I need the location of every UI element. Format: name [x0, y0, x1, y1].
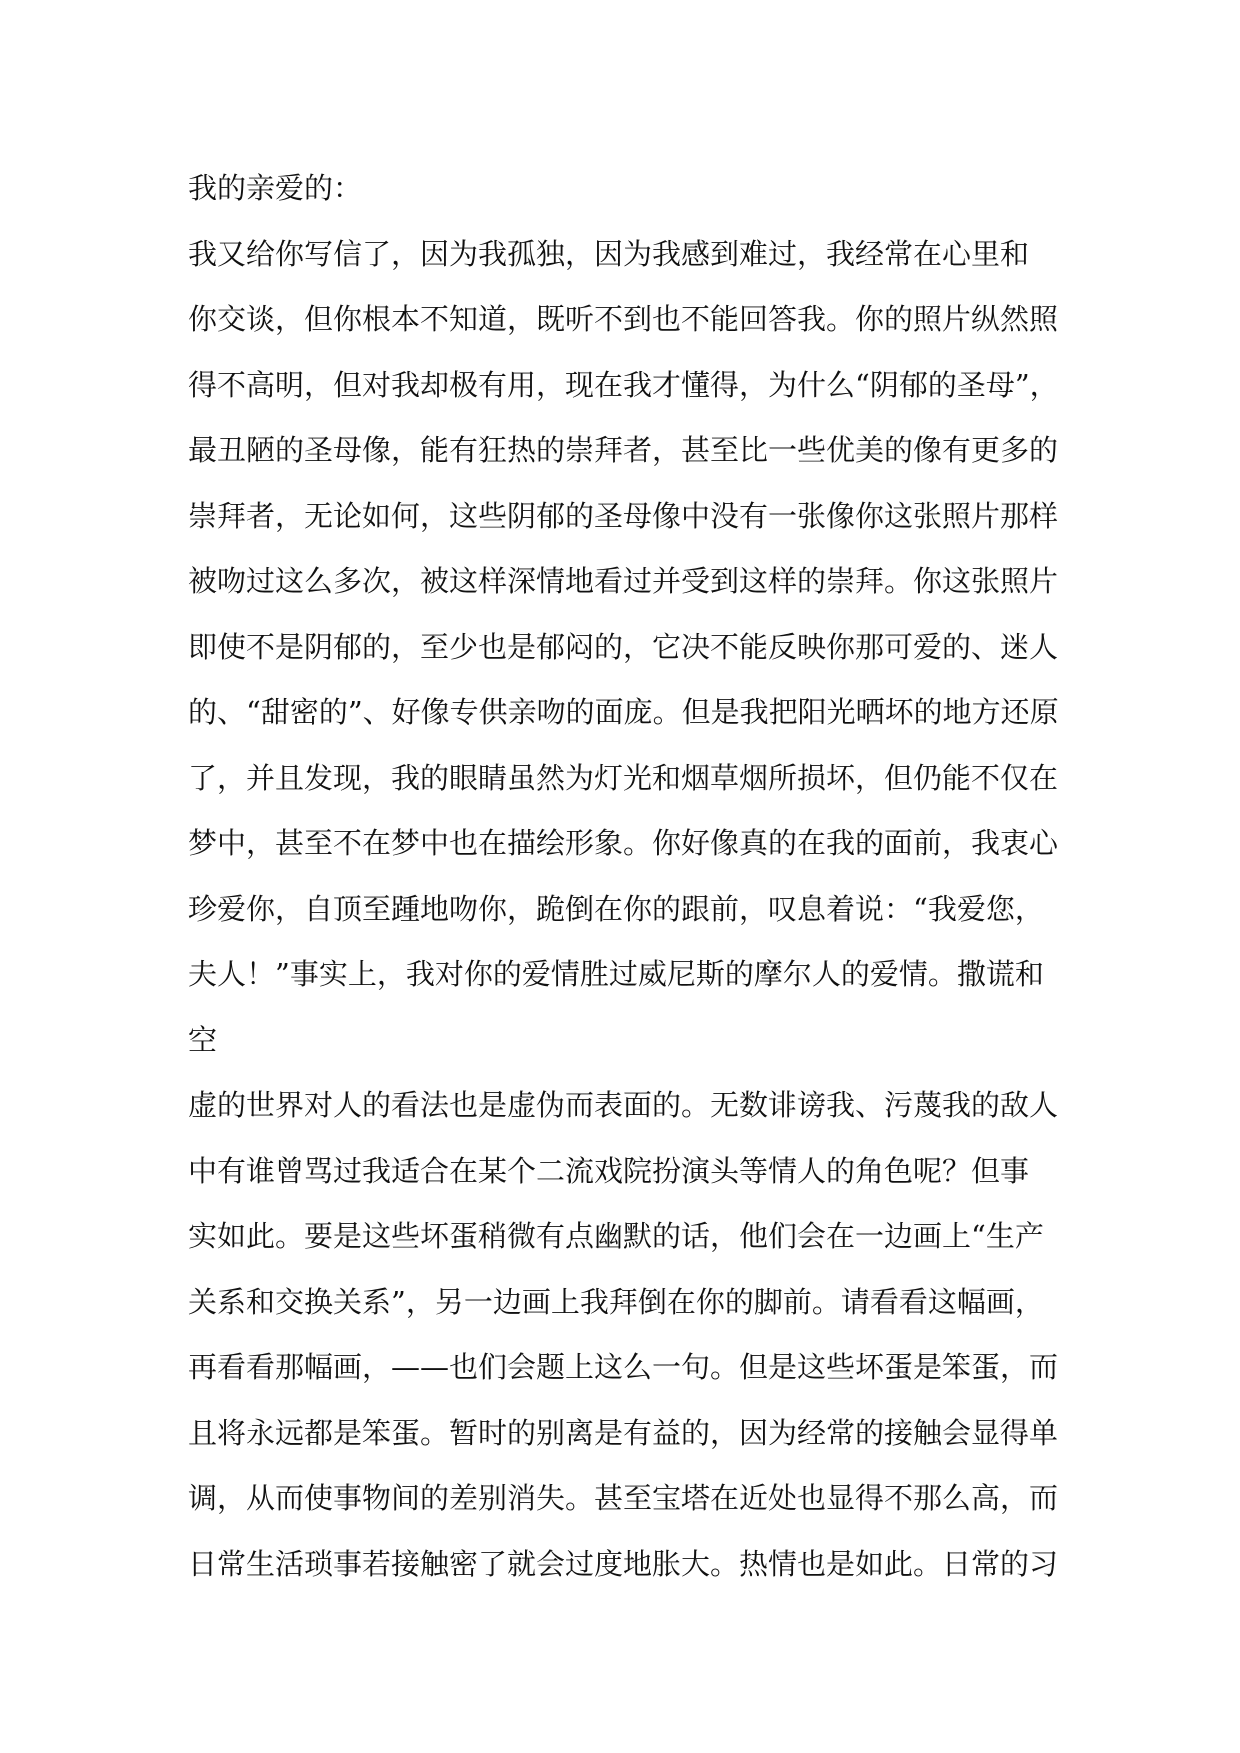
text-line: 且将永远都是笨蛋。暂时的别离是有益的，因为经常的接触会显得单 [188, 1415, 1059, 1450]
text-line: 再看看那幅画，——也们会题上这么一句。但是这些坏蛋是笨蛋，而 [188, 1350, 1059, 1384]
text-line: 最丑陋的圣母像，能有狂热的崇拜者，甚至比一些优美的像有更多的 [188, 433, 1059, 467]
text-line: 了，并且发现，我的眼睛虽然为灯光和烟草烟所损坏，但仍能不仅在 [188, 760, 1059, 795]
text-line: 关系和交换关系”，另一边画上我拜倒在你的脚前。请看看这幅画， [188, 1284, 1044, 1319]
text-line: 珍爱你，自顶至踵地吻你，跪倒在你的跟前，叹息着说：“我爱您， [188, 891, 1044, 926]
text-line: 虚的世界对人的看法也是虚伪而表面的。无数诽谤我、污蔑我的敌人 [188, 1088, 1059, 1122]
text-line: 我又给你写信了，因为我孤独，因为我感到难过，我经常在心里和 [188, 236, 1030, 271]
text-line: 梦中，甚至不在梦中也在描绘形象。你好像真的在我的面前，我衷心 [188, 826, 1059, 860]
text-line: 崇拜者，无论如何，这些阴郁的圣母像中没有一张像你这张照片那样 [188, 498, 1059, 533]
text-line: 得不高明，但对我却极有用，现在我才懂得，为什么“阴郁的圣母”， [188, 367, 1059, 402]
text-line: 调，从而使事物间的差别消失。甚至宝塔在近处也显得不那么高，而 [188, 1481, 1059, 1515]
letter-body [188, 156, 1068, 1597]
text-line: 中有谁曾骂过我适合在某个二流戏院扮演头等情人的角色呢？但事 [188, 1153, 1030, 1188]
text-line: 即使不是阴郁的，至少也是郁闷的，它决不能反映你那可爱的、迷人 [188, 629, 1059, 664]
text-line: 被吻过这么多次，被这样深情地看过并受到这样的崇拜。你这张照片 [188, 564, 1059, 598]
text-line: 日常生活琐事若接触密了就会过度地胀大。热情也是如此。日常的习 [188, 1546, 1059, 1581]
salutation: 我的亲爱的： [188, 171, 363, 205]
text-line: 你交谈，但你根本不知道，既听不到也不能回答我。你的照片纵然照 [188, 302, 1059, 336]
text-line: 夫人！”事实上，我对你的爱情胜过威尼斯的摩尔人的爱情。撒谎和 [188, 957, 1044, 991]
text-line: 的、“甜密的”、好像专供亲吻的面庞。但是我把阳光晒坏的地方还原 [188, 695, 1059, 729]
text-line: 实如此。要是这些坏蛋稍微有点幽默的话，他们会在一边画上“生产 [188, 1219, 1044, 1253]
text-line: 空 [188, 1022, 218, 1057]
